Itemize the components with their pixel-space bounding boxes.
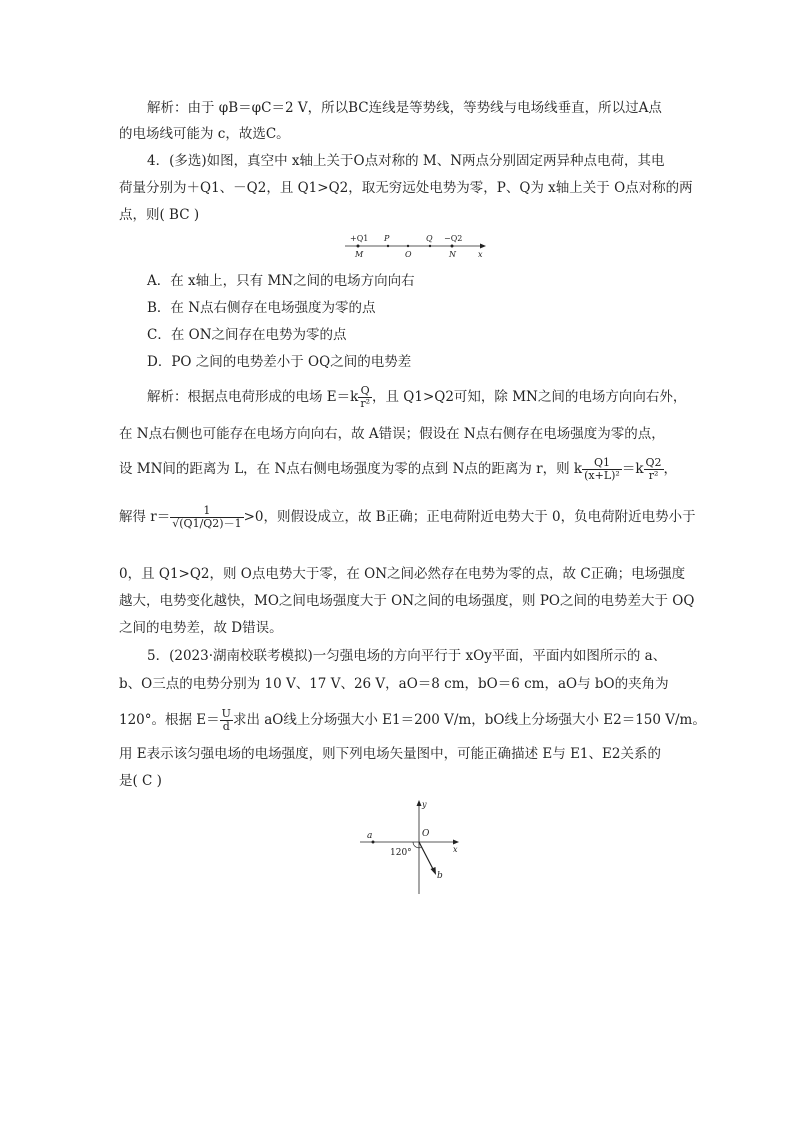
question-5-line-3-text-b: 求出 aO线上分场强大小 E1＝200 V/m，bO线上分场强大小 E2＝150 V/m。 bbox=[232, 712, 706, 728]
question-5-line-2: b、O三点的电势分别为 10 V、17 V、26 V，aO＝8 cm，bO＝6 cm，aO与 bO的夹角为 bbox=[119, 676, 669, 692]
question-4-line-1: 4．(多选)如图，真空中 x轴上关于O点对称的 M、N两点分别固定两异种点电荷，其电 bbox=[147, 153, 665, 169]
fraction-numerator: U bbox=[221, 707, 231, 720]
analysis-4-line-1 bbox=[147, 385, 686, 410]
analysis-4-line-4-text-b: >0，则假设成立，故 B正确；正电荷附近电势大于 0，负电荷附近电势小于 bbox=[243, 509, 696, 525]
label-o-origin: O bbox=[422, 829, 430, 839]
analysis-4-line-6: 越大，电势变化越快，MO之间电场强度大于 ON之间的电场强度，则 PO之间的电势差大于 OQ bbox=[119, 593, 695, 609]
label-minus-q2: −Q2 bbox=[444, 234, 463, 243]
option-c: C．在 ON之间存在电势为零的点 bbox=[147, 327, 347, 343]
solution-fraction bbox=[170, 505, 243, 530]
analysis-4-line-7: 之间的电势差，故 D错误。 bbox=[119, 620, 283, 636]
analysis-4-line-1-text-b: ，且 Q1>Q2可知，除 MN之间的电场方向向右外， bbox=[372, 389, 687, 405]
fraction-numerator: Q bbox=[358, 385, 372, 398]
question-5-line-3-text-a: 120°。根据 E＝ bbox=[119, 712, 220, 728]
label-b: b bbox=[437, 871, 443, 881]
analysis-4-line-1-text-a: 解析：根据点电荷形成的电场 E＝k bbox=[147, 389, 359, 405]
label-x-axis: x bbox=[453, 845, 458, 854]
question-4-line-3: 点，则( BC ) bbox=[119, 207, 200, 223]
option-d: D．PO 之间的电势差小于 OQ之间的电势差 bbox=[147, 354, 412, 370]
fraction-denominator: r² bbox=[360, 397, 370, 410]
question-4-line-2: 荷量分别为＋Q1、－Q2，且 Q1>Q2，取无穷远处电势为零，P、Q为 x轴上关于 O点对称的两 bbox=[119, 180, 693, 196]
question-5-line-5: 是( C ) bbox=[119, 773, 162, 789]
label-m: M bbox=[355, 250, 364, 259]
label-x-axis: x bbox=[478, 250, 483, 259]
analysis-4-line-3-text-a: 设 MN间的距离为 L，在 N点右侧电场强度为零的点到 N点的距离为 r，则 k bbox=[119, 461, 583, 477]
analysis-4-line-3-text-mid: ＝k bbox=[621, 461, 644, 477]
label-o: O bbox=[405, 250, 412, 259]
equation-fraction-1 bbox=[582, 457, 622, 482]
fraction-denominator: r² bbox=[648, 469, 659, 482]
question-5-line-1: 5．(2023·湖南校联考模拟)一匀强电场的方向平行于 xOy平面，平面内如图所示的 a、 bbox=[147, 648, 667, 664]
analysis-3-line-2: 的电场线可能为 c，故选C。 bbox=[119, 126, 290, 142]
field-formula-fraction bbox=[358, 385, 372, 410]
fraction-numerator: Q1 bbox=[582, 457, 622, 470]
fraction-denominator: √(Q1/Q2)－1 bbox=[172, 517, 242, 530]
label-a: a bbox=[367, 831, 373, 841]
label-q: Q bbox=[426, 234, 433, 243]
analysis-4-line-4 bbox=[119, 505, 696, 530]
label-y-axis: y bbox=[422, 800, 427, 809]
label-n: N bbox=[449, 250, 456, 259]
fraction-numerator: Q2 bbox=[645, 456, 662, 469]
analysis-4-line-3 bbox=[119, 457, 677, 482]
question-5-coordinate-figure bbox=[355, 798, 465, 898]
fraction-denominator: (x+L)² bbox=[584, 469, 620, 482]
label-angle: 120° bbox=[390, 848, 412, 858]
fraction-numerator: 1 bbox=[170, 505, 243, 518]
equation-fraction-2 bbox=[644, 457, 664, 482]
option-a: A．在 x轴上，只有 MN之间的电场方向向右 bbox=[147, 273, 415, 289]
question-5-line-3 bbox=[119, 708, 706, 733]
analysis-4-line-4-text-a: 解得 r＝ bbox=[119, 509, 171, 525]
question-4-axis-figure bbox=[340, 232, 490, 262]
question-5-line-4: 用 E表示该匀强电场的电场强度，则下列电场矢量图中，可能正确描述 E与 E1、E2关系的 bbox=[119, 746, 661, 762]
option-b: B．在 N点右侧存在电场强度为零的点 bbox=[147, 300, 376, 316]
analysis-4-line-2: 在 N点右侧也可能存在电场方向向右，故 A错误；假设在 N点右侧存在电场强度为零的点， bbox=[119, 426, 665, 442]
field-strength-fraction bbox=[220, 708, 233, 733]
analysis-4-line-3-text-end: ， bbox=[663, 461, 678, 477]
analysis-4-line-5: 0，且 Q1>Q2，则 O点电势大于零，在 ON之间必然存在电势为零的点，故 C正确；电场强度 bbox=[119, 566, 686, 582]
analysis-3-line-1: 解析：由于 φB＝φC＝2 V，所以BC连线是等势线，等势线与电场线垂直，所以过A点 bbox=[147, 100, 662, 116]
label-p: P bbox=[384, 234, 390, 243]
label-plus-q1: +Q1 bbox=[350, 234, 369, 243]
fraction-denominator: d bbox=[222, 720, 230, 733]
